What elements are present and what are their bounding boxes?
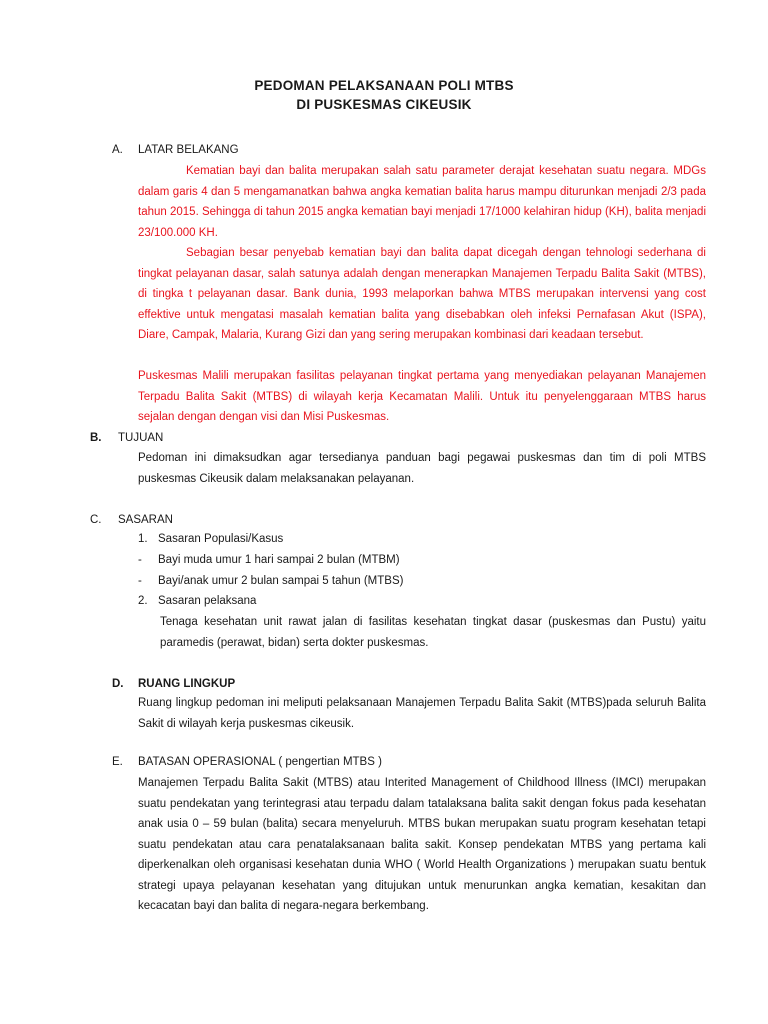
section-d-paragraph: Ruang lingkup pedoman ini meliputi pelaksanaan Manajemen Terpadu Balita Sakit (MTBS)pada seluruh Balita Sakit di wilayah kerja puskesmas cikeusik. <box>138 697 706 730</box>
section-a-heading: LATAR BELAKANG <box>138 144 239 156</box>
section-c-marker: C. <box>90 514 102 526</box>
document-subtitle: DI PUSKESMAS CIKEUSIK <box>296 97 472 112</box>
section-e-paragraph: Manajemen Terpadu Balita Sakit (MTBS) atau Interited Management of Childhood Illness (IMCI) merupakan suatu pendekatan yang terintegrasi atau terpadu dalam tatalaksana balita sakit dengan fokus pada kesehatan anak usia 0 – 59 bulan (balita) secara menyeluruh. MTBS bukan merupakan suatu program kesehatan tetapi suatu pendekatan atau cara penatalaksanaan balita sakit. Konsep pendekatan MTBS yang pertama kali diperkenalkan oleh organisasi kesehatan dunia WHO ( World Health Organizations ) merupakan suatu bentuk strategi upaya pelayanan kesehatan yang ditujukan untuk menurunkan angka kematian, kesakitan dan kecacatan bayi dan balita di negara-negara berkembang. <box>138 777 706 912</box>
section-a-paragraph-1: Kematian bayi dan balita merupakan salah satu parameter derajat kesehatan suatu negara. MDGs dalam garis 4 dan 5 mengamanatkan bahwa angka kematian balita harus mampu diturunkan menjadi 2/3 pada tahun 2015. Sehingga di tahun 2015 angka kematian bayi menjadi 17/1000 kelahiran hidup (KH), balita menjadi 23/100.000 KH. <box>138 165 706 239</box>
section-b-heading: TUJUAN <box>118 432 164 444</box>
section-b-marker: B. <box>90 432 102 444</box>
section-e-marker: E. <box>112 756 123 768</box>
section-d-heading: RUANG LINGKUP <box>138 678 236 690</box>
list-item-mtbs: Bayi/anak umur 2 bulan sampai 5 tahun (MTBS) <box>158 575 404 587</box>
section-d-marker: D. <box>112 678 124 690</box>
section-c-paragraph: Tenaga kesehatan unit rawat jalan di fasilitas kesehatan tingkat dasar (puskesmas dan Pustu) yaitu paramedis (perawat, bidan) serta dokter puskesmas. <box>160 616 706 649</box>
section-a-marker: A. <box>112 144 123 156</box>
section-e-heading: BATASAN OPERASIONAL ( pengertian MTBS ) <box>138 756 382 768</box>
list-item-mtbm: Bayi muda umur 1 hari sampai 2 bulan (MTBM) <box>158 554 400 566</box>
list-item-number: 1. <box>138 533 148 545</box>
list-item-number: 2. <box>138 595 148 607</box>
document-title: PEDOMAN PELAKSANAAN POLI MTBS <box>254 78 514 93</box>
list-dash: - <box>138 554 142 566</box>
list-dash: - <box>138 575 142 587</box>
section-a-paragraph-3: Puskesmas Malili merupakan fasilitas pelayanan tingkat pertama yang menyediakan pelayanan Manajemen Terpadu Balita Sakit (MTBS) di wilayah kerja Kecamatan Malili. Untuk itu penyelenggaraan MTBS harus sejalan dengan dengan visi dan Misi Puskesmas. <box>138 370 706 423</box>
section-a-paragraph-2: Sebagian besar penyebab kematian bayi dan balita dapat dicegah dengan tehnologi sederhana di tingkat pelayanan dasar, salah satunya adalah dengan menerapkan Manajemen Terpadu Balita Sakit (MTBS), di tingka t pelayanan dasar. Bank dunia, 1993 melaporkan bahwa MTBS merupakan intervensi yang cost effektive untuk mengatasi masalah kematian balita yang disebabkan oleh infeksi Pernafasan Akut (ISPA), Diare, Campak, Malaria, Kurang Gizi dan yang sering merupakan kombinasi dari keadaan tersebut. <box>138 247 706 341</box>
list-item-populasi: Sasaran Populasi/Kasus <box>158 533 284 545</box>
list-item-pelaksana: Sasaran pelaksana <box>158 595 257 607</box>
section-c-heading: SASARAN <box>118 514 173 526</box>
section-b-paragraph: Pedoman ini dimaksudkan agar tersedianya panduan bagi pegawai puskesmas dan tim di poli MTBS puskesmas Cikeusik dalam melaksanakan pelayanan. <box>138 452 706 485</box>
